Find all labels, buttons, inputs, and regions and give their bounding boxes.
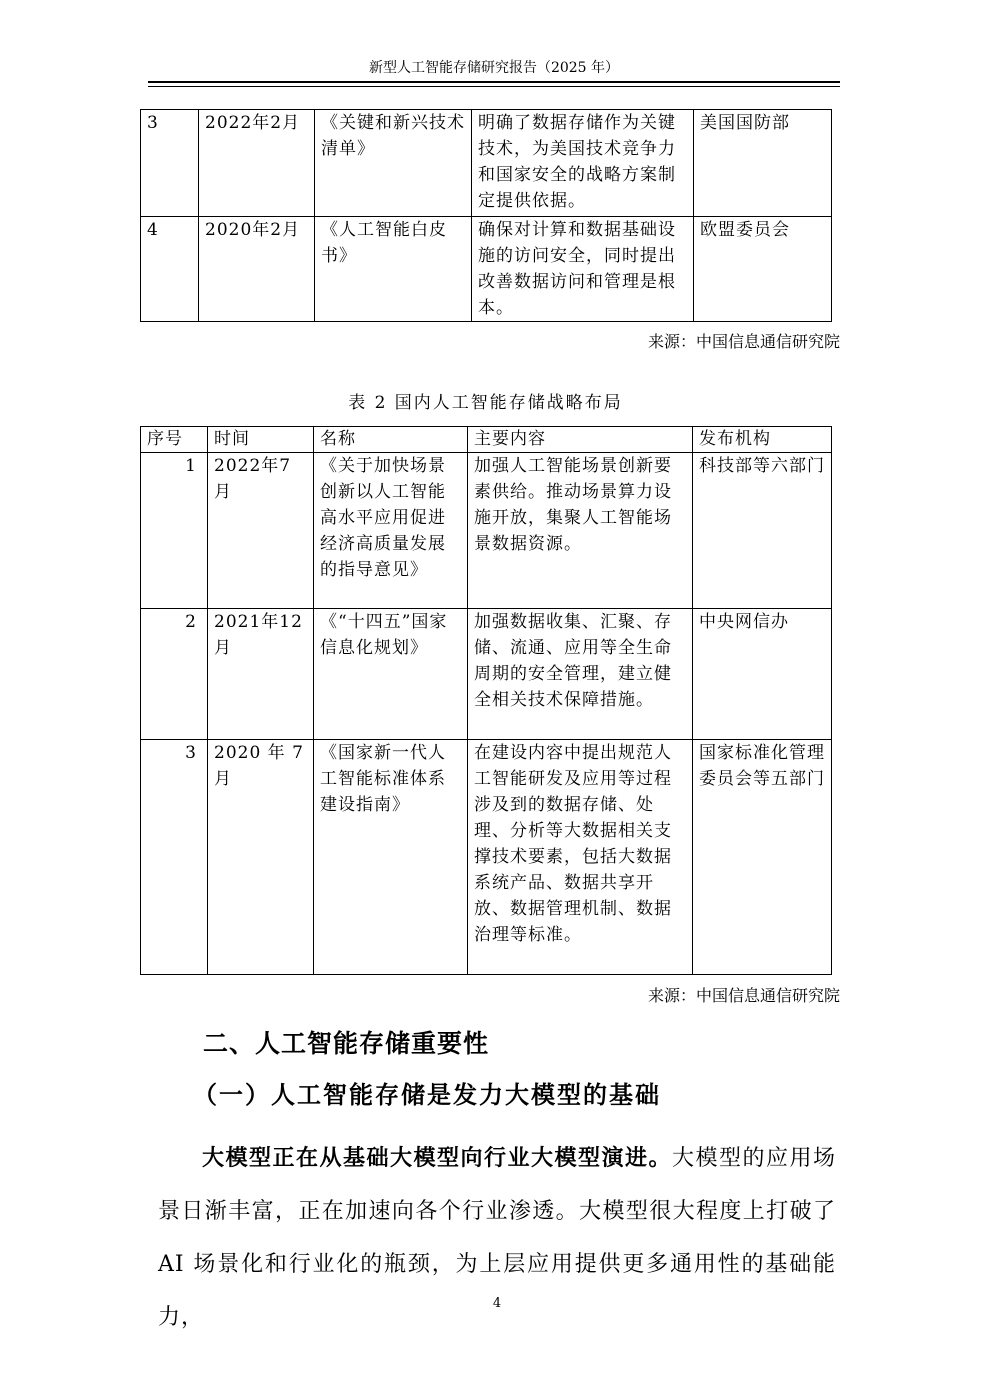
cell-name: 《人工智能白皮书》: [315, 217, 472, 322]
cell-name: 《“十四五”国家信息化规划》: [314, 609, 468, 740]
cell-org: 科技部等六部门: [693, 453, 832, 609]
cell-content: 在建设内容中提出规范人工智能研发及应用等过程涉及到的数据存储、处理、分析等大数据相关支撑技术要素，包括大数据 系统产品、数据共享开放、数据管理机制、数据治理等标准。: [468, 740, 693, 975]
cell-date: 2020 年 7 月: [208, 740, 314, 975]
header-name: 名称: [314, 427, 468, 453]
cell-content: 加强人工智能场景创新要素供给。推动场景算力设施开放，集聚人工智能场景数据资源。: [468, 453, 693, 609]
table-row: [141, 453, 832, 609]
cell-content: 加强数据收集、汇聚、存储、流通、应用等全生命周期的安全管理，建立健全相关技术保障措施。: [468, 609, 693, 740]
cell-index: 2: [141, 609, 208, 740]
cell-index: 1: [141, 453, 208, 609]
cell-org: 美国国防部: [694, 110, 832, 217]
cell-content: 明确了数据存储作为关键技术，为美国技术竞争力和国家安全的战略方案制定提供依据。: [472, 110, 694, 217]
table2-caption: 表 2 国内人工智能存储战略布局: [348, 393, 623, 413]
cell-date: 2020年2月: [199, 217, 315, 322]
cell-name: 《关键和新兴技术清单》: [315, 110, 472, 217]
section-heading: 二、人工智能存储重要性: [203, 1029, 490, 1058]
cell-org: 中央网信办: [693, 609, 832, 740]
cell-index: 3: [141, 740, 208, 975]
paragraph-lead: 大模型正在从基础大模型向行业大模型演进。: [202, 1146, 672, 1171]
domestic-strategy-table: [140, 426, 832, 975]
header-org: 发布机构: [693, 427, 832, 453]
header-rule-thin: [148, 86, 840, 87]
cell-index: 3: [141, 110, 199, 217]
cell-date: 2022年7月: [208, 453, 314, 609]
paragraph-text: 大模型的应用场景日渐丰富，正在加速向各个行业渗透。大模型很大程度上打破了 AI 场景化和行业化的瓶颈，为上层应用提供更多通用性的基础能力，: [158, 1146, 836, 1330]
body-paragraph: [158, 1132, 836, 1344]
table-row: [141, 217, 832, 322]
header-index: 序号: [141, 427, 208, 453]
cell-index: 4: [141, 217, 199, 322]
running-header: 新型人工智能存储研究报告（2025 年）: [368, 60, 620, 76]
header-rule: [148, 81, 840, 83]
table-row: [141, 740, 832, 975]
cell-content: 确保对计算和数据基础设施的访问安全，同时提出改善数据访问和管理是根本。: [472, 217, 694, 322]
table-row: [141, 110, 832, 217]
header-content: 主要内容: [468, 427, 693, 453]
cell-date: 2022年2月: [199, 110, 315, 217]
subsection-heading: （一）人工智能存储是发力大模型的基础: [193, 1081, 661, 1109]
header-date: 时间: [208, 427, 314, 453]
cell-org: 国家标准化管理委员会等五部门: [693, 740, 832, 975]
page-number: 4: [492, 1296, 502, 1311]
cell-org: 欧盟委员会: [694, 217, 832, 322]
table-header-row: [141, 427, 832, 453]
cell-date: 2021年12月: [208, 609, 314, 740]
table1-source: 来源：中国信息通信研究院: [647, 332, 840, 351]
cell-name: 《国家新一代人工智能标准体系建设指南》: [314, 740, 468, 975]
table-row: [141, 609, 832, 740]
international-strategy-table-continued: [140, 109, 832, 322]
cell-name: 《关于加快场景创新以人工智能高水平应用促进经济高质量发展的指导意见》: [314, 453, 468, 609]
table2-source: 来源：中国信息通信研究院: [647, 986, 840, 1005]
